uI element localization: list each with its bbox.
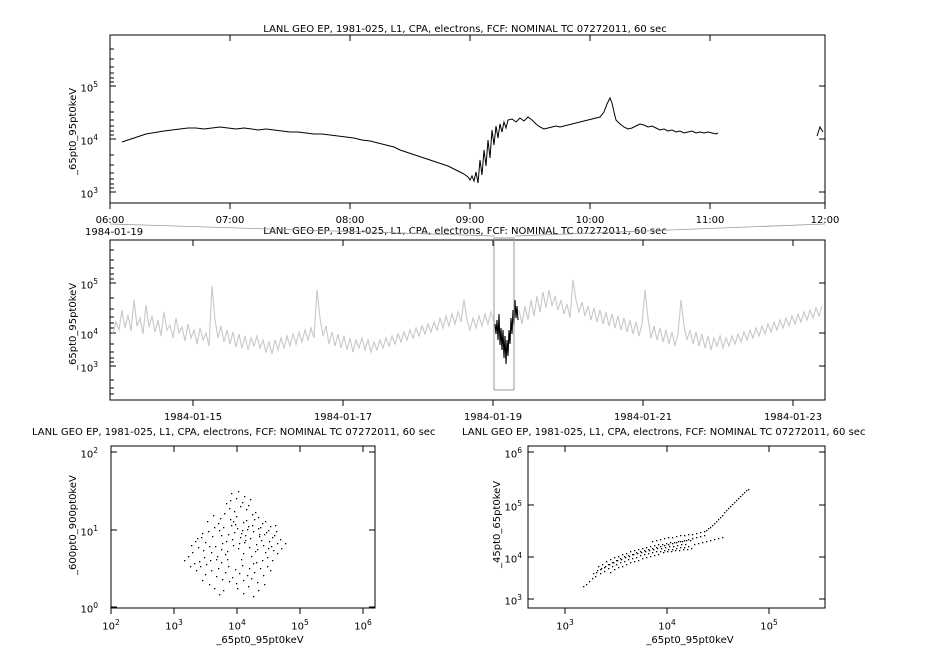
bl-scatter-points [184,491,286,597]
top-xtick-0700: 07:00 [215,215,245,226]
bl-ytick-1e2: $10^2$ [80,446,98,461]
bottom-right-xlabel: _65pt0_95pt0keV [646,635,734,646]
middle-panel-title: LANL GEO EP, 1981-025, L1, CPA, electrons, FCF: NOMINAL TC 07272011, 60 sec [263,226,667,237]
bottom-right-title: LANL GEO EP, 1981-025, L1, CPA, electrons, FCF: NOMINAL TC 07272011, 60 sec [462,427,866,438]
top-xaxis-date: 1984-01-19 [85,227,144,238]
top-xtick-1100: 11:00 [695,215,725,226]
middle-xtick-0115: 1984-01-15 [163,412,223,423]
top-ytick-1e5: $10^5$ [80,80,98,95]
br-xtick-1e3: $10^3$ [556,618,574,633]
br-xtick-1e4: $10^4$ [658,618,676,633]
br-ytick-1e5: $10^5$ [504,499,522,514]
bottom-left-ylabel: _600pt0_900pt0keV [68,475,79,575]
top-ytick-1e3: $10^3$ [80,186,98,201]
top-xtick-0900: 09:00 [455,215,485,226]
middle-xtick-0121: 1984-01-21 [613,412,673,423]
top-xtick-1200: 12:00 [810,215,840,226]
bl-xtick-1e2: $10^2$ [102,618,120,633]
br-ytick-1e3: $10^3$ [504,593,522,608]
top-ytick-1e4: $10^4$ [80,133,98,148]
bl-ytick-1e0: $10^0$ [80,601,98,616]
middle-panel-ylabel: _65pt0_95pt0keV [68,282,79,370]
top-xtick-1000: 10:00 [575,215,605,226]
bl-xtick-1e6: $10^6$ [354,618,372,633]
middle-xtick-0123: 1984-01-23 [763,412,823,423]
middle-ytick-1e3: $10^3$ [80,360,98,375]
middle-ytick-1e5: $10^5$ [80,277,98,292]
top-xtick-0600: 06:00 [95,215,125,226]
bl-xtick-1e4: $10^4$ [228,618,246,633]
middle-xtick-0117: 1984-01-17 [313,412,373,423]
br-xtick-1e5: $10^5$ [760,618,778,633]
bl-ytick-1e1: $10^1$ [80,524,98,539]
bl-xtick-1e3: $10^3$ [165,618,183,633]
top-panel-ylabel: _65pt0_95pt0keV [68,87,79,175]
bl-xtick-1e5: $10^5$ [291,618,309,633]
bottom-left-title: LANL GEO EP, 1981-025, L1, CPA, electrons, FCF: NOMINAL TC 07272011, 60 sec [32,427,436,438]
br-ytick-1e6: $10^6$ [504,446,522,461]
bottom-left-xlabel: _65pt0_95pt0keV [216,635,304,646]
middle-xtick-0119: 1984-01-19 [463,412,523,423]
br-ytick-1e4: $10^4$ [504,551,522,566]
br-scatter-points [583,489,749,587]
top-panel-title: LANL GEO EP, 1981-025, L1, CPA, electrons, FCF: NOMINAL TC 07272011, 60 sec [263,24,667,35]
top-xtick-0800: 08:00 [335,215,365,226]
middle-ytick-1e4: $10^4$ [80,327,98,342]
bottom-right-ylabel: _45pt0_65pt0keV [492,480,503,568]
